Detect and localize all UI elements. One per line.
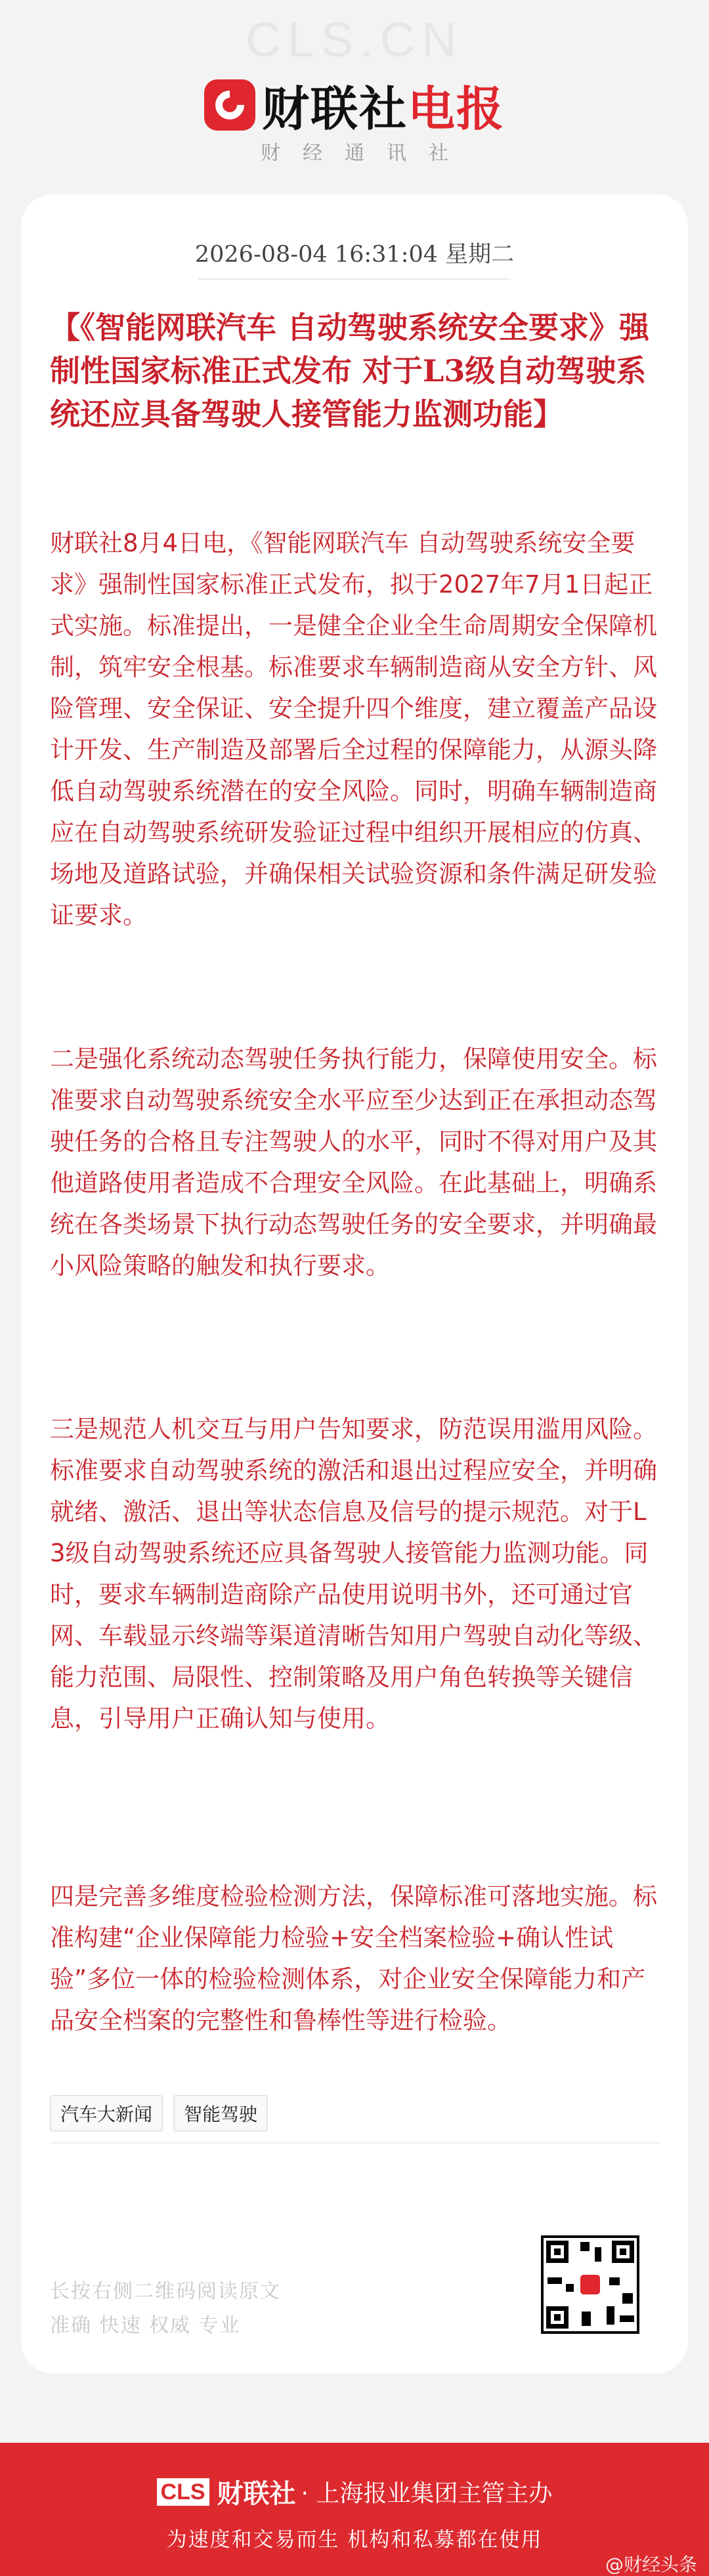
article-paragraph-1: 财联社8月4日电，《智能网联汽车 自动驾驶系统安全要求》强制性国家标准正式发布，拟于2027年7月1日起正式实施。标准提出，一是健全企业全生命周期安全保障机制，筑牢安全根基。标准要求车辆制造商从安全方针、风险管理、安全保证、安全提升四个维度，建立覆盖产品设计开发、生产制造及部署后全过程的保障能力，从源头降低自动驾驶系统潜在的安全风险。同时，明确车辆制造商应在自动驾驶系统研发验证过程中组织开展相应的仿真、场地及道路试验，并确保相关试验资源和条件满足研发验证要求。 (50, 529, 657, 929)
article-paragraph-3: 三是规范人机交互与用户告知要求，防范误用滥用风险。标准要求自动驾驶系统的激活和退出过程应安全，并明确就绪、激活、退出等状态信息及信号的提示规范。对于L3级自动驾驶系统还应具备驾驶人接管能力监测功能。同时，要求车辆制造商除产品使用说明书外，还可通过官网、车载显示终端等渠道清晰告知用户驾驶自动化等级、能力范围、局限性、控制策略及用户角色转换等关键信息，引导用户正确认知与使用。 (50, 1415, 657, 1733)
article-datetime: 2026-08-04 16:31:04 星期二 (194, 242, 515, 268)
article-paragraph-2: 二是强化系统动态驾驶任务执行能力，保障使用安全。标准要求自动驾驶系统安全水平应至少达到正在承担动态驾驶任务的合格且专注驾驶人的水平，同时不得对用户及其他道路使用者造成不合理安全风险。在此基础上，明确系统在各类场景下执行动态驾驶任务的安全要求，并明确最小风险策略的触发和执行要求。 (50, 1045, 657, 1280)
cls-badge: CLS (157, 2478, 209, 2506)
page-header (0, 0, 709, 197)
datetime-divider (198, 278, 511, 280)
header-watermark: CLS.CN (246, 12, 463, 67)
footer-brand: 财联社 (217, 2479, 296, 2509)
footer-subtitle: · 上海报业集团主管主办 (301, 2480, 553, 2507)
qr-hint-text: 长按右侧二维码阅读原文 (50, 2280, 281, 2303)
weibo-watermark: @财经头条 (605, 2554, 697, 2575)
page-footer (0, 2443, 709, 2576)
tags-divider (50, 2142, 660, 2143)
brand-logo-text (262, 71, 505, 139)
article-card (21, 194, 688, 2373)
brand-logo (0, 71, 709, 139)
qr-code-icon[interactable] (541, 2235, 639, 2334)
header-tagline: 财经通讯社 (261, 142, 471, 165)
footer-brand-row (0, 2473, 709, 2510)
tag-chip[interactable]: 智能驾驶 (173, 2095, 268, 2132)
logo-main-text: 财联社 (261, 81, 408, 137)
qr-hint-slogan: 准确 快速 权威 专业 (50, 2314, 241, 2337)
article-paragraph-4: 四是完善多维度检验检测方法，保障标准可落地实施。标准构建“企业保障能力检验+安全档案检验+确认性试验”多位一体的检验检测体系，对企业安全保障能力和产品安全档案的完整性和鲁棒性等进行检验。 (50, 1882, 657, 2035)
logo-accent-text: 电报 (408, 81, 505, 137)
tag-chip[interactable]: 汽车大新闻 (50, 2095, 163, 2132)
article-title: 【《智能网联汽车 自动驾驶系统安全要求》强制性国家标准正式发布 对于L3级自动驾驶系统还应具备驾驶人接管能力监测功能】 (50, 310, 650, 432)
cls-logo-icon (204, 79, 255, 131)
article-tags (50, 2095, 268, 2132)
footer-slogan: 为速度和交易而生 机构和私募都在使用 (166, 2528, 543, 2552)
qr-center-logo-icon (578, 2273, 602, 2296)
